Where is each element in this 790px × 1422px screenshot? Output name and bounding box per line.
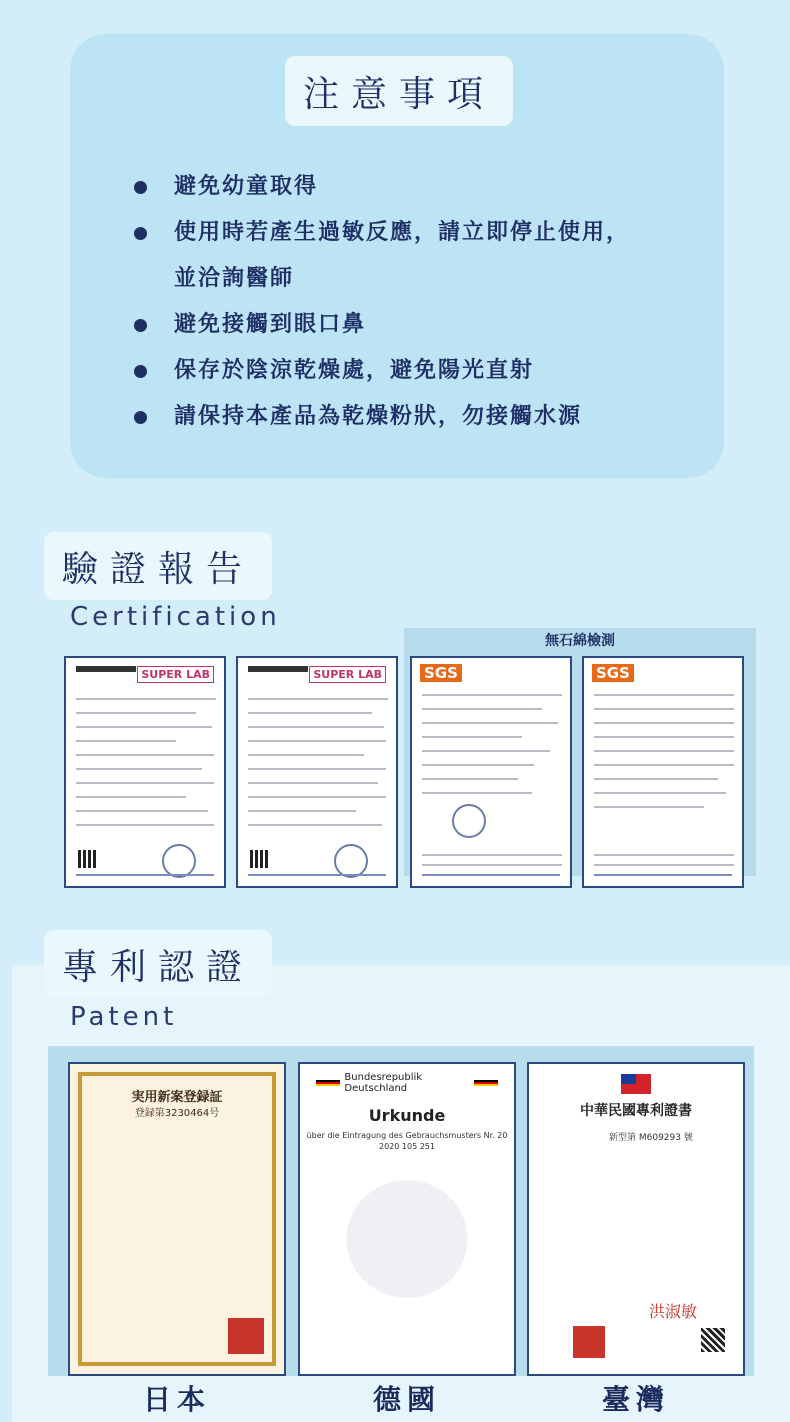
patent-label-japan: 日本 <box>142 1383 211 1416</box>
patent-label-taiwan: 臺灣 <box>601 1383 670 1416</box>
superlab-logo: SUPER LAB <box>309 666 386 683</box>
taiwan-doc-title: 中華民國專利證書 <box>580 1103 692 1119</box>
patent-doc-taiwan <box>527 1062 745 1376</box>
bullet-icon <box>134 181 147 194</box>
bullet-icon <box>134 411 147 424</box>
eagle-watermark-icon <box>330 1164 484 1314</box>
notice-item: 避免接觸到眼口鼻 <box>128 302 630 348</box>
cert-doc-superlab-2 <box>236 656 398 888</box>
notice-title: 注意事項 <box>285 56 513 126</box>
flag-icon <box>474 1080 498 1086</box>
patent-doc-japan <box>68 1062 286 1376</box>
notice-list <box>128 164 630 440</box>
germany-doc-title: Urkunde <box>368 1106 446 1125</box>
stamp-icon <box>228 1318 264 1354</box>
patent-subtitle: Patent <box>70 1002 178 1032</box>
certification-subtitle: Certification <box>70 602 281 632</box>
sgs-logo: SGS <box>420 664 462 682</box>
stamp-icon <box>573 1326 605 1358</box>
seal-icon <box>452 804 486 838</box>
patent-label-germany: 德國 <box>372 1383 441 1416</box>
bullet-icon <box>134 365 147 378</box>
notice-item: 保存於陰涼乾燥處，避免陽光直射 <box>128 348 630 394</box>
patent-doc-germany <box>298 1062 516 1376</box>
japan-doc-number: 登録第3230464号 <box>134 1108 220 1119</box>
certification-title: 驗證報告 <box>44 532 272 600</box>
patent-title: 專利認證 <box>44 930 272 998</box>
germany-header: Bundesrepublik Deutschland <box>312 1076 502 1090</box>
seal-icon <box>162 844 196 878</box>
bullet-icon <box>134 319 147 332</box>
notice-item-continuation: 並洽詢醫師 <box>174 266 295 291</box>
notice-item: 使用時若產生過敏反應，請立即停止使用， <box>128 210 630 256</box>
cert-doc-sgs-2 <box>582 656 744 888</box>
bullet-icon <box>134 227 147 240</box>
sgs-logo: SGS <box>592 664 634 682</box>
cert-doc-superlab-1 <box>64 656 226 888</box>
notice-panel <box>70 34 724 478</box>
qr-code-icon <box>701 1328 725 1352</box>
qr-code-icon <box>250 850 268 868</box>
flag-icon <box>621 1074 651 1094</box>
asbestos-test-label: 無石綿檢測 <box>545 633 615 649</box>
superlab-logo: SUPER LAB <box>137 666 214 683</box>
germany-doc-subtitle: über die Eintragung des Gebrauchsmusters Nr. 20 2020 105 251 <box>306 1131 508 1151</box>
qr-code-icon <box>78 850 96 868</box>
flag-icon <box>316 1080 340 1086</box>
cert-doc-sgs-1 <box>410 656 572 888</box>
notice-item: 避免幼童取得 <box>128 164 630 210</box>
taiwan-signature: 洪淑敏 <box>649 1302 698 1321</box>
taiwan-doc-number: 新型第 M609293 號 <box>609 1133 693 1143</box>
notice-item: 請保持本產品為乾燥粉狀，勿接觸水源 <box>128 394 630 440</box>
japan-doc-title: 実用新案登録証 <box>131 1090 223 1105</box>
seal-icon <box>334 844 368 878</box>
